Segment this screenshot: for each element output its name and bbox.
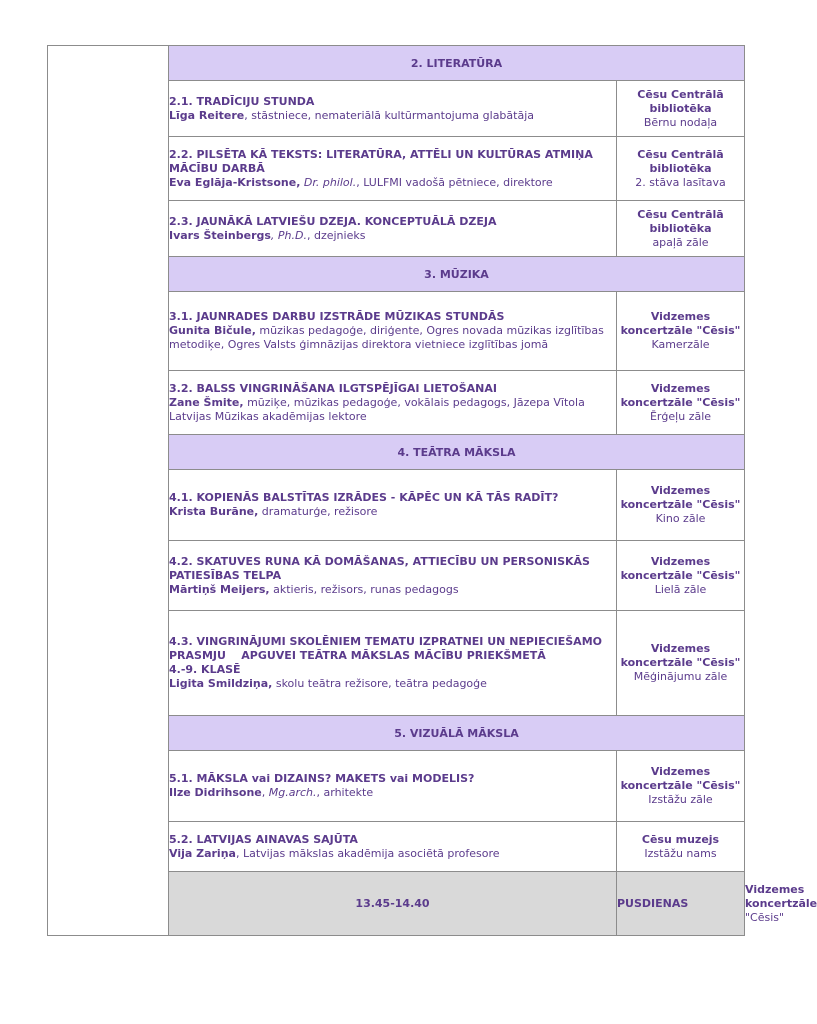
- session-3-1: [169, 292, 617, 371]
- lunch-time: 13.45-14.40: [169, 872, 617, 936]
- session-4-3: [169, 611, 617, 716]
- presenter-desc: mūzikas pedagoģe, diriģente, Ogres novada mūzikas izglītības metodiķe, Ogres Valsts ģimnāzijas direktora vietniece izglītības jomā: [169, 324, 604, 351]
- venue-name: Vidzemes koncertzāle "Cēsis": [620, 765, 741, 792]
- presenter-name: Eva Eglāja-Kristsone,: [169, 175, 301, 189]
- session-title: 2.3. JAUNĀKĀ LATVIEŠU DZEJA. KONCEPTUĀLĀ DZEJA: [169, 214, 497, 228]
- venue-2-3: [617, 201, 745, 257]
- presenter-desc: mūziķe, mūzikas pedagoģe, vokālais pedagogs, Jāzepa Vītola Latvijas Mūzikas akadēmijas lektore: [169, 395, 585, 423]
- section-header-teatra-maksla: 4. TEĀTRA MĀKSLA: [169, 435, 745, 470]
- presenter-degree: Mg.arch.: [268, 786, 317, 799]
- venue-room: Kino zāle: [655, 512, 706, 525]
- venue-room: Izstāžu zāle: [648, 793, 713, 806]
- presenter-desc: , dzejnieks: [306, 228, 366, 242]
- presenter-name: Vija Zariņa: [169, 846, 236, 860]
- session-title: 4.2. SKATUVES RUNA KĀ DOMĀŠANAS, ATTIECĪBU UN PERSONISKĀS PATIESĪBAS TELPA: [169, 554, 590, 582]
- venue-name: Vidzemes koncertzāle "Cēsis": [620, 381, 741, 409]
- session-title: 4.3. VINGRINĀJUMI SKOLĒNIEM TEMATU IZPRATNEI UN NEPIECIEŠAMO PRASMJU APGUVEI TEĀTRA MĀKSLAS MĀCĪBU PRIEKŠMETĀ: [169, 635, 606, 662]
- venue-room: apaļā zāle: [652, 235, 709, 249]
- session-5-1: [169, 751, 617, 822]
- presenter-desc: , arhitekte: [316, 786, 374, 799]
- presenter-desc-sep: ,: [261, 786, 269, 799]
- session-title: 2.2. PILSĒTA KĀ TEKSTS: LITERATŪRA, ATTĒLI UN KULTŪRAS ATMIŅA MĀCĪBU DARBĀ: [169, 147, 593, 175]
- presenter-desc: , Latvijas mākslas akadēmija asociētā profesore: [235, 846, 500, 860]
- presenter-desc: skolu teātra režisore, teātra pedagoģe: [272, 677, 487, 690]
- presenter-desc: , stāstniece, nemateriālā kultūrmantojuma glabātāja: [244, 108, 535, 122]
- time-column-blank: [48, 46, 169, 936]
- session-title: 5.1. MĀKSLA vai DIZAINS? MAKETS vai MODELIS?: [169, 772, 475, 785]
- section-header-muzika: 3. MŪZIKA: [169, 257, 745, 292]
- lunch-label: PUSDIENAS: [617, 872, 745, 936]
- session-grade: 4.-9. KLASĒ: [169, 663, 241, 676]
- presenter-name: Ivars Šteinbergs: [169, 228, 271, 242]
- presenter-name: Zane Šmite,: [169, 395, 244, 409]
- venue-5-1: [617, 751, 745, 822]
- presenter-desc: , LULFMI vadošā pētniece, direktore: [356, 175, 553, 189]
- venue-room: Mēģinājumu zāle: [633, 670, 728, 683]
- venue-3-2: [617, 371, 745, 435]
- session-2-3: [169, 201, 617, 257]
- venue-name: Cēsu Centrālā bibliotēka: [637, 147, 724, 175]
- presenter-name: Ligita Smildziņa,: [169, 677, 273, 690]
- presenter-name: Līga Reitere: [169, 108, 245, 122]
- venue-room: 2. stāva lasītava: [635, 175, 726, 189]
- session-title: 3.2. BALSS VINGRINĀŠANA ILGTSPĒJĪGAI LIETOŠANAI: [169, 381, 497, 395]
- session-3-2: [169, 371, 617, 435]
- presenter-degree: , Ph.D.: [270, 228, 307, 242]
- schedule-table: 2. LITERATŪRA 2.1. TRADĪCIJU STUNDA Līga Reitere, stāstniece, nemateriālā kultūrmantojuma glabātāja Cēsu Centrālā bibliotēka Bērnu nodaļa 2.2. PILSĒTA KĀ TEKSTS: LITERATŪRA, ATTĒLI UN KULTŪRAS ATMIŅA MĀCĪBU DARBĀ Eva Eglāja-Kristsone, Dr. philol., LULFMI vadošā pētniece, direktore Cēsu Centrālā bibliotēka 2. stāva lasītava 2.3. JAUNĀKĀ LATVIEŠU DZEJA. KONCEPTUĀLĀ DZEJA Ivars Šteinbergs, Ph.D., dzejnieks Cēsu Centrālā bibliotēka apaļā zāle 3. MŪZIKA 3.1. JAUNRADES DARBU IZSTRĀDE MŪZIKAS STUNDĀS Gunita Bičule, mūzikas pedagoģe, diriģente, Ogres novada mūzikas izglītības metodiķe, Ogres Valsts ģimnāzijas direktora vietniece izglītības jomā Vidzemes koncertzāle "Cēsis" Kamerzāle 3.2. BALSS VINGRINĀŠANA ILGTSPĒJĪGAI LIETOŠANAI Zane Šmite, mūziķe, mūzikas pedagoģe, vokālais pedagogs, Jāzepa Vītola Latvijas Mūzikas akadēmijas lektore Vidzemes koncertzāle "Cēsis" Ērģeļu zāle 4. TEĀTRA MĀKSLA 4.1. KOPIENĀS BALSTĪTAS IZRĀDES - KĀPĒC UN KĀ TĀS RADĪT? Krista Burāne, dramaturģe, režisore Vidzemes koncertzāle "Cēsis" Kino zāle 4.2. SKATUVES RUNA KĀ DOMĀŠANAS, ATTIECĪBU UN PERSONISKĀS PATIESĪBAS TELPA Mārtiņš Meijers, aktieris, režisors, runas pedagogs Vidzemes koncertzāle "Cēsis" Lielā zāle 4.3. VINGRINĀJUMI SKOLĒNIEM TEMATU IZPRATNEI UN NEPIECIEŠAMO PRASMJU APGUVEI TEĀTRA MĀKSLAS MĀCĪBU PRIEKŠMETĀ 4.-9. KLASĒ Ligita Smildziņa, skolu teātra režisore, teātra pedagoģe Vidzemes koncertzāle "Cēsis" Mēģinājumu zāle 5. VIZUĀLĀ MĀKSLA 5.1. MĀKSLA vai DIZAINS? MAKETS vai MODELIS? Ilze Didrihsone, Mg.arch., arhitekte Vidzemes koncertzāle "Cēsis" Izstāžu zāle 5.2. LATVIJAS AINAVAS SAJŪTA Vija Zariņa, Latvijas mākslas akadēmija asociētā profesore Cēsu muzejs Izstāžu nams 13.45-14.40 PUSDIENAS Vidzemes koncertzāle "Cēsis": [47, 45, 745, 936]
- venue-room: Kamerzāle: [651, 338, 710, 351]
- presenter-name: Ilze Didrihsone: [169, 786, 262, 799]
- venue-name: Vidzemes koncertzāle "Cēsis": [620, 484, 741, 511]
- venue-room: Izstāžu nams: [644, 846, 717, 860]
- session-title: 2.1. TRADĪCIJU STUNDA: [169, 94, 315, 108]
- presenter-name: Gunita Bičule,: [169, 324, 256, 337]
- venue-room: Ērģeļu zāle: [649, 409, 712, 423]
- presenter-desc: dramaturģe, režisore: [258, 505, 378, 518]
- venue-2-1: [617, 81, 745, 137]
- venue-4-1: [617, 470, 745, 541]
- venue-room: Lielā zāle: [654, 582, 707, 596]
- venue-name: Cēsu Centrālā bibliotēka: [637, 87, 724, 115]
- venue-2-2: [617, 137, 745, 201]
- venue-name: Vidzemes koncertzāle "Cēsis": [620, 642, 741, 669]
- venue-name: Cēsu Centrālā bibliotēka: [637, 207, 724, 235]
- session-4-2: [169, 541, 617, 611]
- venue-name: Vidzemes koncertzāle "Cēsis": [620, 554, 741, 582]
- section-header-literatura: 2. LITERATŪRA: [169, 46, 745, 81]
- venue-4-3: [617, 611, 745, 716]
- session-title: 3.1. JAUNRADES DARBU IZSTRĀDE MŪZIKAS STUNDĀS: [169, 310, 505, 323]
- presenter-desc: aktieris, režisors, runas pedagogs: [269, 582, 459, 596]
- presenter-name: Krista Burāne,: [169, 505, 259, 518]
- session-title: 5.2. LATVIJAS AINAVAS SAJŪTA: [169, 832, 358, 846]
- session-title: 4.1. KOPIENĀS BALSTĪTAS IZRĀDES - KĀPĒC UN KĀ TĀS RADĪT?: [169, 491, 559, 504]
- section-header-vizuala-maksla: 5. VIZUĀLĀ MĀKSLA: [169, 716, 745, 751]
- session-4-1: [169, 470, 617, 541]
- venue-name: Cēsu muzejs: [641, 832, 720, 846]
- presenter-name: Mārtiņš Meijers,: [169, 582, 270, 596]
- venue-5-2: [617, 822, 745, 872]
- session-2-1: [169, 81, 617, 137]
- session-5-2: [169, 822, 617, 872]
- venue-3-1: [617, 292, 745, 371]
- venue-name: Vidzemes koncertzāle "Cēsis": [620, 310, 741, 337]
- presenter-degree: Dr. philol.: [300, 175, 357, 189]
- session-2-2: [169, 137, 617, 201]
- venue-room: Bērnu nodaļa: [643, 115, 718, 129]
- venue-4-2: [617, 541, 745, 611]
